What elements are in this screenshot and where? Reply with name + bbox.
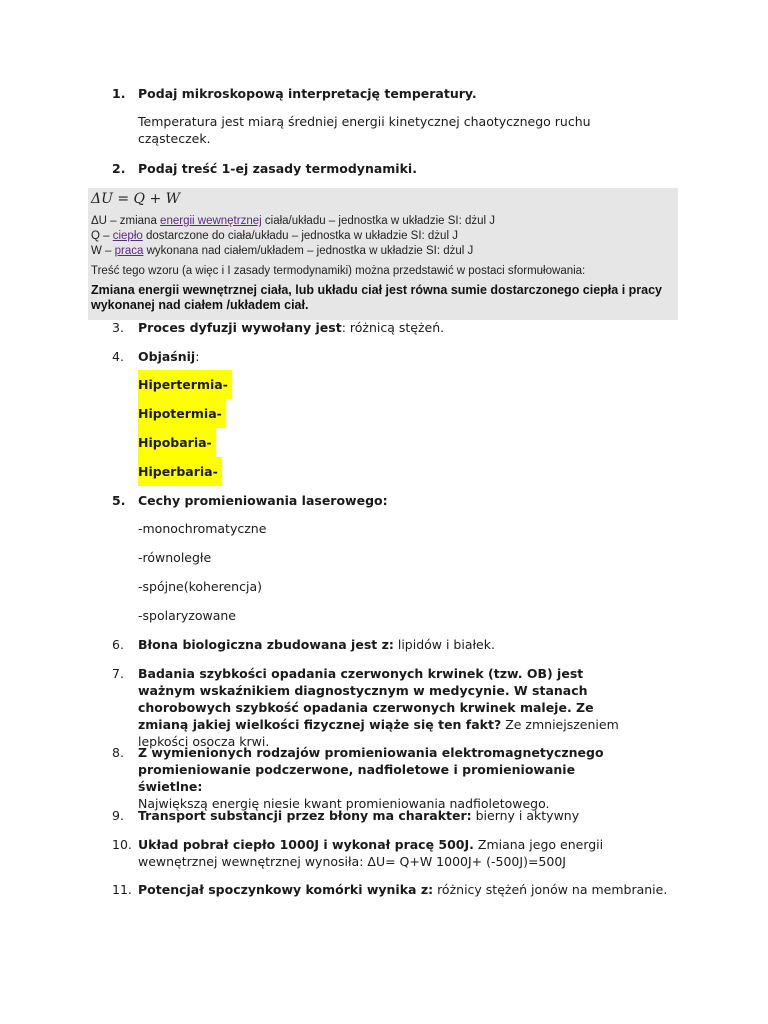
definition-line: ΔU – zmiana energii wewnętrznej ciała/układu – jednostka w układzie SI: dżul J	[91, 215, 496, 227]
question-number: 10.	[112, 837, 132, 852]
highlighted-term: Hipobaria-	[138, 428, 216, 457]
question-text: Potencjał spoczynkowy komórki wynika z:	[138, 882, 434, 897]
question-3	[112, 319, 672, 336]
question-number: 5.	[112, 493, 126, 508]
question-number: 8.	[112, 745, 124, 760]
question-6	[112, 636, 672, 653]
question-text: Objaśnij	[138, 349, 196, 364]
question-4: 4. Objaśnij:	[112, 349, 200, 364]
question-11	[112, 881, 672, 898]
question-text: Cechy promieniowania laserowego:	[138, 493, 388, 508]
question-number: 6.	[112, 637, 124, 652]
question-text: Proces dyfuzji wywołany jest	[138, 320, 342, 335]
definition-line: Q – ciepło dostarczone do ciała/układu – jednostka w układzie SI: dżul J	[91, 230, 458, 242]
answer-text: : różnicą stężeń.	[341, 320, 445, 335]
question-number: 9.	[112, 808, 124, 823]
list-item: -monochromatyczne	[138, 521, 267, 536]
list-item: -spójne(koherencja)	[138, 579, 262, 594]
formula: ΔU = Q + W	[91, 191, 181, 207]
answer-1: Temperatura jest miarą średniej energii kinetycznej chaotycznego ruchu cząsteczek.	[138, 114, 591, 146]
question-text: Z wymienionych rodzajów promieniowania elektromagnetycznego promieniowanie podczerwone, nadfioletowe i promieniowanie świetlne:	[138, 745, 604, 794]
question-text: Podaj treść 1-ej zasady termodynamiki.	[138, 161, 417, 176]
question-text: Układ pobrał ciepło 1000J i wykonał pracę 500J.	[138, 837, 474, 852]
highlighted-term: Hipotermia-	[138, 399, 226, 428]
link-work[interactable]: praca	[114, 245, 144, 257]
answer-text: różnicy stężeń jonów na membranie.	[433, 882, 668, 897]
question-number: 4.	[112, 349, 124, 364]
question-text: Błona biologiczna zbudowana jest z:	[138, 637, 394, 652]
question-text: Podaj mikroskopową interpretację temperatury.	[138, 86, 477, 101]
highlighted-term: Hiperbaria-	[138, 457, 222, 486]
question-2	[112, 160, 672, 177]
question-9	[112, 807, 672, 824]
question-number: 2.	[112, 161, 126, 176]
answer-text: lipidów i białek.	[393, 637, 495, 652]
list-item: -spolaryzowane	[138, 608, 236, 623]
definition-line: W – praca wykonana nad ciałem/układem – jednostka w układzie SI: dżul J	[91, 245, 474, 257]
question-number: 3.	[112, 320, 124, 335]
question-text: Badania szybkości opadania czerwonych krwinek (tzw. OB) jest ważnym wskaźnikiem diagnostycznym w medycynie. W stanach chorobowych szybkość opadania czerwonych krwinek maleje. Ze zmianą jakiej wielkości fizycznej wiąże się ten fakt?	[138, 666, 594, 732]
answer-text: bierny i aktywny	[471, 808, 580, 823]
question-text: Transport substancji przez błony ma charakter:	[138, 808, 472, 823]
highlighted-term: Hipertermia-	[138, 370, 232, 399]
question-number: 11.	[112, 882, 132, 897]
answer-text: Ze zmniejszeniem lepkości osocza krwi.	[138, 717, 619, 749]
question-7	[112, 665, 642, 750]
answer-text: Zmiana jego energii wewnętrznej wewnętrznej wynosiła: ΔU= Q+W 1000J+ (-500J)=500J	[138, 837, 604, 869]
question-5	[112, 492, 672, 509]
list-item: -równoległe	[138, 550, 212, 565]
question-number: 7.	[112, 666, 124, 681]
quoted-excerpt-box	[88, 188, 678, 320]
question-8	[112, 744, 632, 812]
excerpt-bold-statement: Zmiana energii wewnętrznej ciała, lub układu ciał jest równa sumie dostarczonego ciepła i pracy wykonanej nad ciałem /układem ciał.	[91, 283, 663, 312]
question-1	[112, 85, 672, 102]
link-internal-energy[interactable]: energii wewnętrznej	[160, 215, 262, 227]
question-number: 1.	[112, 86, 126, 101]
excerpt-text: Treść tego wzoru (a więc i I zasady termodynamiki) można przedstawić w postaci sformułowania:	[91, 265, 586, 277]
question-10	[112, 836, 612, 870]
link-heat[interactable]: ciepło	[112, 230, 143, 242]
answer-text: Największą energię niesie kwant promieniowania nadfioletowego.	[138, 796, 550, 811]
